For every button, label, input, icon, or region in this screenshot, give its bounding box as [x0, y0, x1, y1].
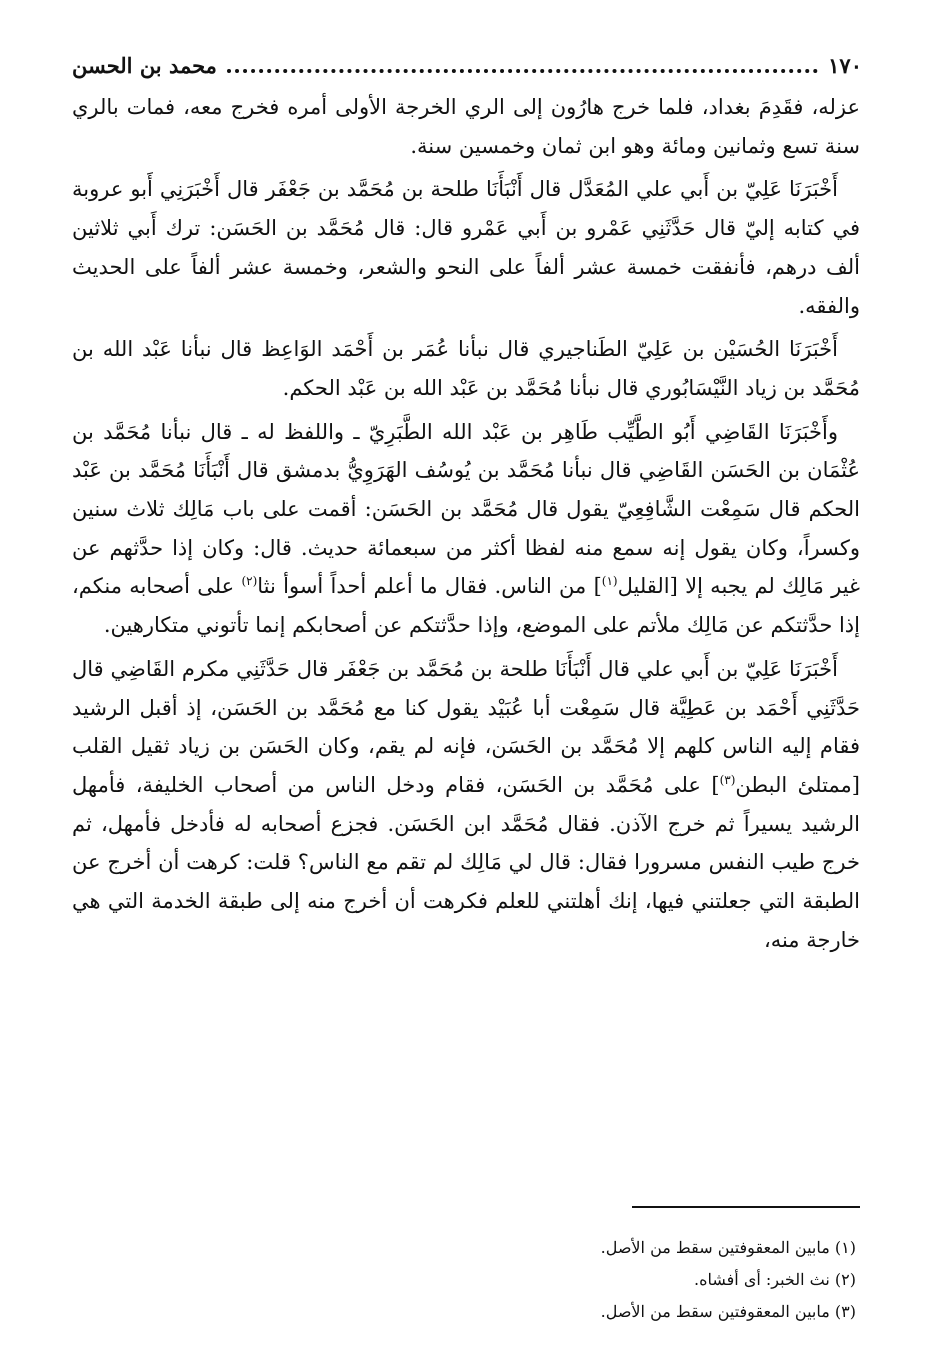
- footnotes: [200, 1232, 856, 1328]
- footnote-ref-1: (١): [601, 574, 618, 589]
- running-title: محمد بن الحسن: [72, 52, 217, 78]
- paragraph-4: [72, 413, 860, 645]
- footnote-1: (١) مابين المعقوفتين سقط من الأصل.: [600, 1238, 856, 1257]
- paragraph-2: أَخْبَرَنَا عَلِيّ بن أَبي علي المُعَدَّل قال أَنْبَأَنَا طلحة بن مُحَمَّد بن جَعْفَر قال أَخْبَرَنِي أَبو عروبة في كتابه إليّ قال حَدَّثَنِي عَمْرو بن أَبي عَمْرو قال: قال مُحَمَّد بن الحَسَن: ترك أَبي ثلاثين ألف درهم، فأنفقت خمسة عشر ألفاً على النحو والشعر، وخمسة عشر ألفاً على الحديث والفقه.: [72, 177, 860, 318]
- main-text: [72, 88, 860, 964]
- paragraph-3: أَخْبَرَنَا الحُسَيْن بن عَلِيّ الطَناجيري قال نبأنا عُمَر بن أَحْمَد الوَاعِظ قال نبأنا عَبْد الله بن مُحَمَّد بن زياد النَّيْسَابُوري قال نبأنا مُحَمَّد بن عَبْد الله بن عَبْد الحكم.: [72, 337, 860, 400]
- footnote-3: (٣) مابين المعقوفتين سقط من الأصل.: [600, 1302, 856, 1321]
- paragraph-5-text-b: ] على مُحَمَّد بن الحَسَن، فقام ودخل الناس من أصحاب الخليفة، فأمهل الرشيد يسيراً ثم خرج الآذن. فقال مُحَمَّد ابن الحَسَن. فجزع أصحابه له فأدخل فأمهل، ثم خرج طيب النفس مسرورا فقال: قال لي مَالِك لم تقم مع الناس؟ قلت: كرهت أن أخرج عن الطبقة التي جعلتني فيها، إنك أهلتني للعلم فكرهت أن أخرج منه إلى طبقة الخدمة التي هي خارجة منه،: [72, 772, 860, 952]
- footnote-separator: [632, 1206, 860, 1208]
- page-header: [72, 48, 862, 82]
- footnote-2: (٢) نث الخبر: أى أفشاه.: [694, 1270, 856, 1289]
- paragraph-4-text-b: ] من الناس. فقال ما أعلم أحداً أسوأ نثا: [257, 574, 602, 599]
- paragraph-5-text-a: أَخْبَرَنَا عَلِيّ بن أَبي علي قال أَنْبَأَنَا طلحة بن مُحَمَّد بن جَعْفَر قال حَدَّثَنِي مكرم القَاضِي قال حَدَّثَنِي أَحْمَد بن عَطِيَّة قال سَمِعْت أبا عُبَيْد يقول كنا مع مُحَمَّد بن الحَسَن، إذ أقبل الرشيد فقام إليه الناس كلهم إلا مُحَمَّد بن الحَسَن، فإنه لم يقم، وكان الحَسَن بن زياد ثقيل القلب [ممتلئ البطن: [72, 656, 860, 797]
- footnote-ref-3: (٣): [719, 772, 736, 787]
- paragraph-4-text-c: على أصحابه منكم، إذا حدَّثتكم عن مَالِك ملأتم على الموضع، وإذا حدَّثتكم عن أصحابكم إنما تأتوني متكارهين.: [72, 574, 860, 638]
- header-dotted-leader: [227, 69, 818, 73]
- paragraph-5: [72, 650, 860, 960]
- footnote-ref-2: (٢): [241, 574, 258, 589]
- paragraph-1: عزله، فقَدِمَ بغداد، فلما خرج هارُون إلى الري الخرجة الأولى أمره فخرج معه، فمات بالري سنة تسع وثمانين ومائة وهو ابن ثمان وخمسين سنة.: [72, 95, 860, 158]
- paragraph-4-text-a: وأَخْبَرَنَا القَاضِي أَبُو الطَّيِّب طَاهِر بن عَبْد الله الطَّبَرِيّ ـ واللفظ له ـ قال نبأنا مُحَمَّد بن عُثْمَان بن الحَسَن القَاضِي قال نبأنا مُحَمَّد بن يُوسُف الهَرَوِيُّ بدمشق قال أَنْبَأَنَا مُحَمَّد بن عَبْد الحكم قال سَمِعْت الشَّافِعِيّ يقول قال مُحَمَّد بن الحَسَن: أقمت على باب مَالِك ثلاث سنين وكسراً، وكان يقول إنه سمع منه لفظا أكثر من سبعمائة حديث. قال: وكان إذا حدَّثهم عن غير مَالِك لم يجبه إلا [القليل: [72, 419, 861, 599]
- page-number: ١٧٠: [828, 52, 862, 78]
